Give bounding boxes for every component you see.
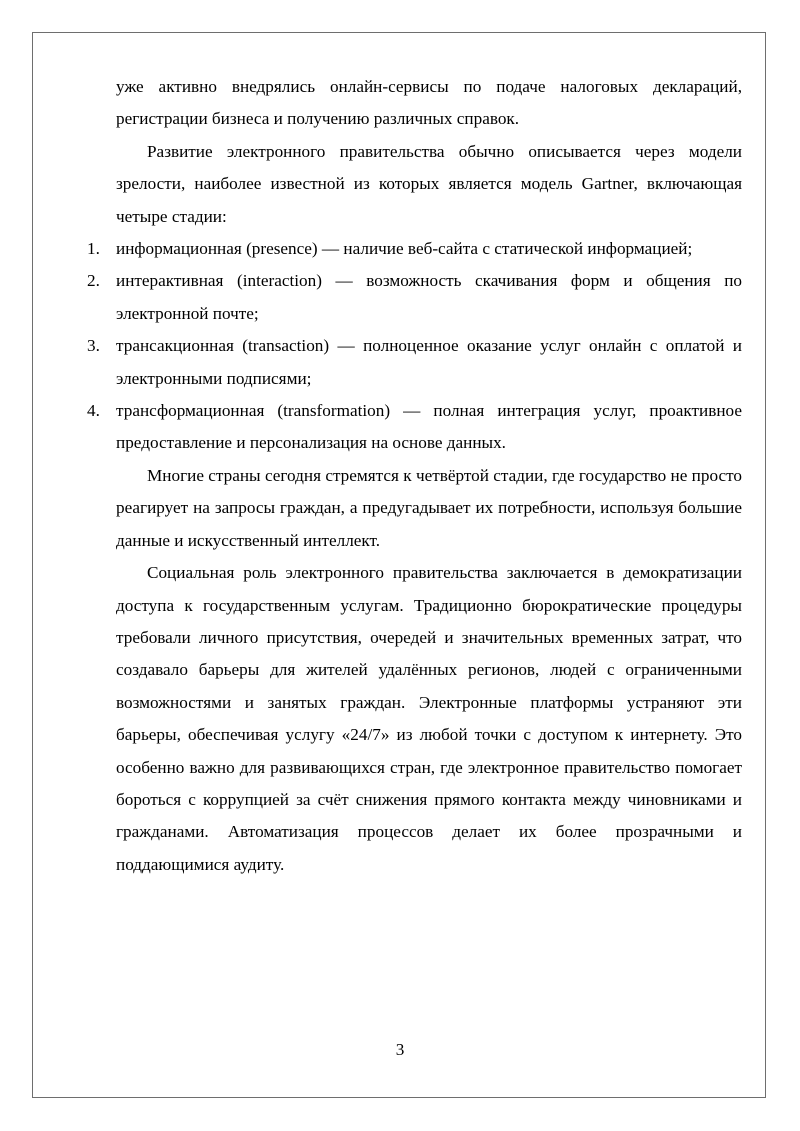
- list-item-text: трансакционная (transaction) — полноценное оказание услуг онлайн с оплатой и электронными подписями;: [116, 336, 742, 388]
- paragraph-social-role: Социальная роль электронного правительства заключается в демократизации доступа к государственным услугам. Традиционно бюрократические процедуры требовали личного присутствия, очередей и значительных временных затрат, что создавало барьеры для жителей удалённых регионов, людей с ограниченными возможностями и занятых граждан. Электронные платформы устраняют эти барьеры, обеспечивая услугу «24/7» из любой точки с доступом к интернету. Это особенно важно для развивающихся стран, где электронное правительство помогает бороться с коррупцией за счёт снижения прямого контакта между чиновниками и гражданами. Автоматизация процессов делает их более прозрачными и поддающимися аудиту.: [116, 563, 742, 874]
- paragraph-maturity-models: Развитие электронного правительства обычно описывается через модели зрелости, наиболее известной из которых является модель Gartner, включающая четыре стадии:: [116, 141, 742, 226]
- paragraph-fourth-stage: Многие страны сегодня стремятся к четвёртой стадии, где государство не просто реагирует на запросы граждан, а предугадывает их потребности, используя большие данные и искусственный интеллект.: [116, 465, 742, 550]
- list-item-number: 2.: [87, 271, 100, 291]
- list-item-text: трансформационная (transformation) — полная интеграция услуг, проактивное предоставление и персонализация на основе данных.: [116, 401, 742, 453]
- paragraph-continuation: уже активно внедрялись онлайн-сервисы по подаче налоговых деклараций, регистрации бизнеса и получению различных справок.: [116, 77, 742, 129]
- list-item-number: 4.: [87, 401, 100, 421]
- list-item-text: информационная (presence) — наличие веб-сайта с статической информацией;: [116, 239, 693, 259]
- list-item: [87, 330, 742, 395]
- list-item: [87, 395, 742, 460]
- list-item: [87, 233, 742, 265]
- page-number: 3: [395, 1040, 405, 1059]
- list-item: [87, 265, 742, 330]
- list-item-number: 1.: [87, 239, 100, 259]
- list-item-text: интерактивная (interaction) — возможность скачивания форм и общения по электронной почте;: [116, 271, 742, 323]
- list-item-number: 3.: [87, 336, 100, 356]
- stages-list: [87, 233, 742, 460]
- page-body: [87, 71, 742, 881]
